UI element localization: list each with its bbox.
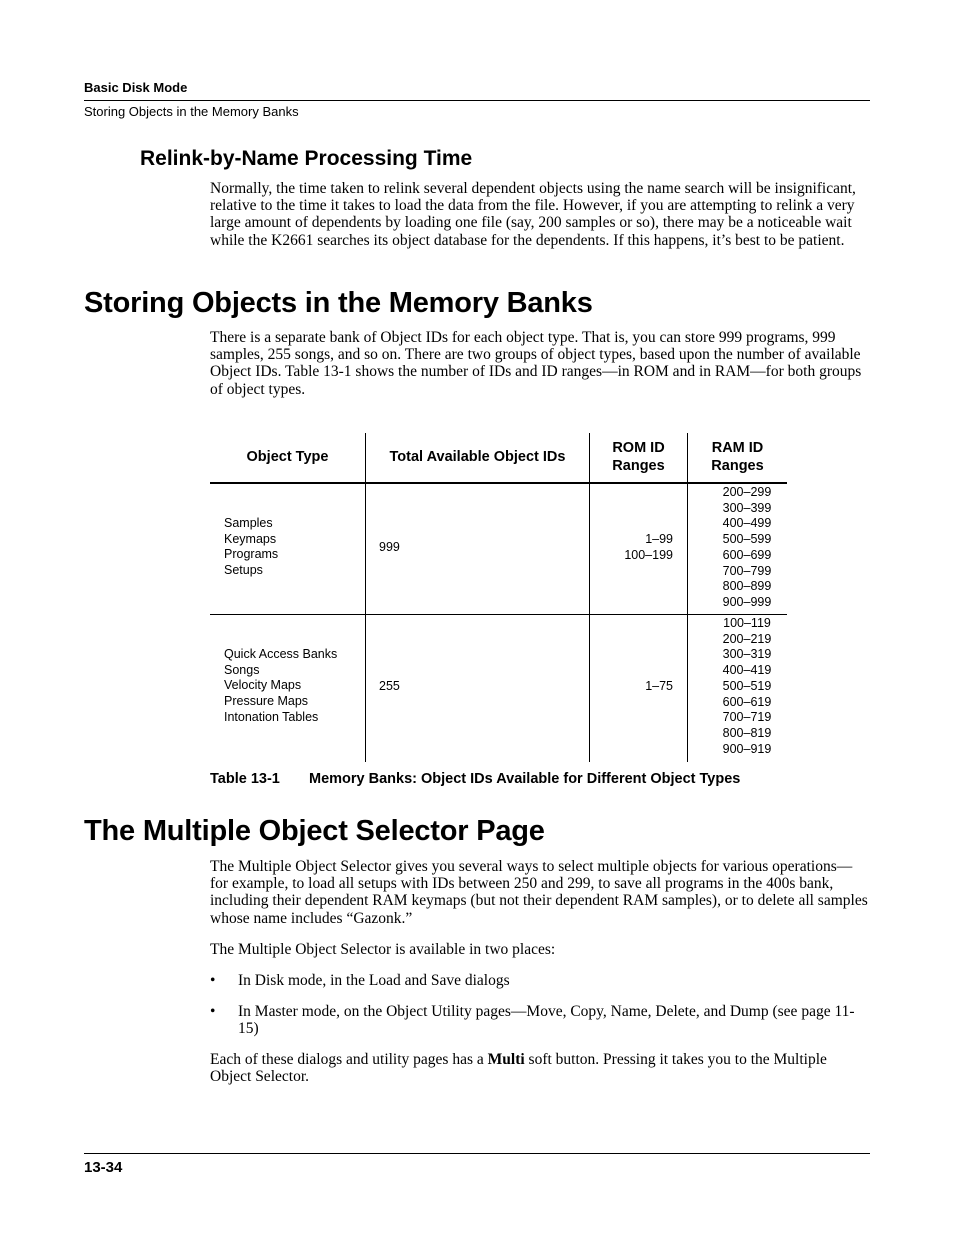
table-caption-number: Table 13-1 — [210, 771, 280, 787]
column-header-object-type: Object Type — [246, 449, 329, 465]
bullet-text: In Master mode, on the Object Utility pages—Move, Copy, Name, Delete, and Dump (see page 11-15) — [238, 1003, 855, 1038]
ram-range: 400–419 — [722, 663, 772, 678]
row2-rom-ranges — [590, 679, 673, 695]
ram-range: 500–599 — [722, 532, 772, 547]
storing-paragraph: There is a separate bank of Object IDs for each object type. That is, you can store 999 programs, 999 samples, 255 songs, and so on. There are two groups of object types, based upon the number of available Object IDs. Table 13-1 shows the number of IDs and ID ranges—in ROM and in RAM—for both groups of object types. — [210, 329, 862, 398]
ram-range: 800–819 — [722, 725, 772, 740]
rom-header-line: ROM ID — [612, 440, 665, 456]
rom-range: 1–75 — [645, 679, 673, 693]
column-header-total-ids: Total Available Object IDs — [389, 449, 566, 465]
row1-total-ids: 999 — [379, 540, 400, 554]
rom-range: 1–99 — [645, 532, 673, 546]
relink-heading: Relink-by-Name Processing Time — [140, 147, 473, 170]
object-type: Keymaps — [224, 531, 277, 546]
row2-object-types — [224, 647, 337, 726]
mos-paragraph-3 — [210, 1051, 870, 1085]
object-type: Songs — [224, 662, 260, 677]
mos-paragraph-3-end: soft button. Pressing it takes you to the Multiple Object Selector. — [210, 1051, 827, 1086]
table-header-rule — [210, 482, 787, 484]
object-type: Pressure Maps — [224, 694, 309, 709]
bullet-text: In Disk mode, in the Load and Save dialogs — [238, 972, 510, 989]
ram-range: 300–319 — [722, 647, 772, 662]
table-caption — [210, 771, 740, 787]
ram-range: 700–719 — [722, 710, 772, 725]
footer-rule — [84, 1153, 870, 1154]
page-number: 13-34 — [84, 1159, 123, 1176]
ram-range: 600–699 — [722, 547, 772, 562]
ram-range: 700–799 — [722, 563, 772, 578]
running-header-section: Storing Objects in the Memory Banks — [84, 104, 299, 119]
ram-range: 100–119 — [723, 616, 771, 630]
bullet-icon: • — [210, 972, 216, 989]
object-type: Intonation Tables — [224, 709, 319, 724]
header-rule — [84, 100, 870, 101]
ram-range: 900–999 — [722, 594, 772, 609]
mos-paragraph-1: The Multiple Object Selector gives you several ways to select multiple objects for various operations—for example, to load all setups with IDs between 250 and 299, to save all programs in the 400s bank, including their dependent RAM keymaps (but not their dependent RAM samples), or to delete all samples whose name includes “Gazonk.” — [210, 858, 868, 927]
mos-paragraph-2: The Multiple Object Selector is available in two places: — [210, 941, 556, 958]
running-header-chapter: Basic Disk Mode — [84, 80, 188, 95]
object-type: Setups — [224, 563, 263, 578]
ram-range: 800–899 — [722, 579, 772, 594]
rom-header-line: Ranges — [612, 458, 665, 474]
ram-range: 200–219 — [722, 631, 772, 646]
ram-range: 400–499 — [722, 516, 772, 531]
row1-object-types — [224, 516, 278, 579]
bullet-icon: • — [210, 1003, 216, 1020]
ram-range: 200–299 — [722, 485, 772, 499]
storing-heading: Storing Objects in the Memory Banks — [84, 287, 593, 319]
multi-soft-button-label: Multi — [487, 1051, 525, 1068]
row1-rom-ranges — [590, 532, 673, 563]
ram-range: 500–519 — [722, 678, 772, 693]
mos-heading: The Multiple Object Selector Page — [84, 815, 545, 847]
object-type: Samples — [224, 516, 273, 530]
column-header-ram-ranges — [688, 439, 787, 475]
table-caption-text: Memory Banks: Object IDs Available for Different Object Types — [309, 771, 741, 787]
bullet-item — [210, 972, 870, 989]
ram-range: 900–919 — [722, 741, 772, 756]
ram-header-line: Ranges — [711, 458, 764, 474]
object-type: Velocity Maps — [224, 678, 302, 693]
object-type: Programs — [224, 547, 279, 562]
table-row-rule — [210, 614, 787, 615]
relink-paragraph: Normally, the time taken to relink several dependent objects using the name search will be insignificant, relative to the time it takes to load the data from the file. However, if you are attempting to relink a very large amount of dependents by loading one file (say, 200 samples or so), there may be a noticeable wait while the K2661 searches its object database for the dependents. If this happens, it’s best to be patient. — [210, 180, 856, 249]
bullet-item — [210, 1003, 870, 1037]
row2-ram-ranges — [688, 616, 806, 757]
ram-header-line: RAM ID — [711, 440, 764, 456]
column-header-rom-ranges — [590, 439, 687, 475]
row1-ram-ranges — [688, 485, 806, 611]
rom-range: 100–199 — [624, 547, 673, 562]
ram-range: 300–399 — [722, 500, 772, 515]
ram-range: 600–619 — [722, 694, 772, 709]
mos-paragraph-3-start: Each of these dialogs and utility pages has a — [210, 1051, 488, 1068]
object-type: Quick Access Banks — [224, 647, 338, 661]
row2-total-ids: 255 — [379, 679, 400, 693]
memory-banks-table — [210, 433, 787, 762]
